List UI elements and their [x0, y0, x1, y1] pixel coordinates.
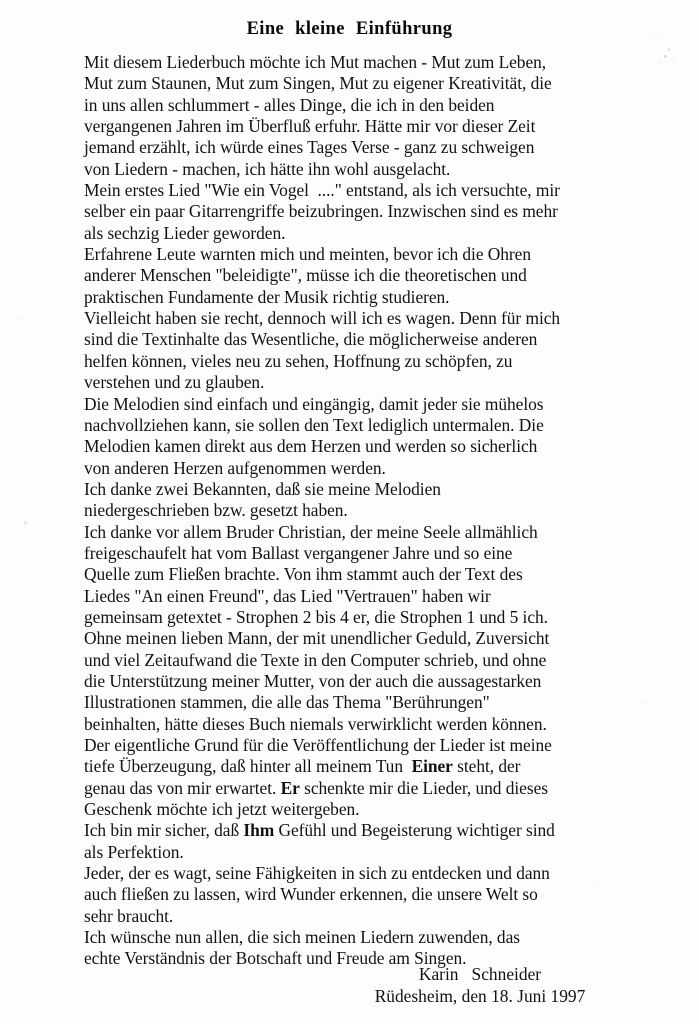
- scan-speck: [642, 700, 644, 702]
- text-line: [84, 244, 624, 265]
- scan-speck: [668, 48, 670, 51]
- text-line: [84, 906, 624, 927]
- text-line: [84, 522, 624, 543]
- text-run: Ich danke vor allem Bruder Christian, der meine Seele allmählich: [84, 521, 538, 542]
- text-run: Mut zum Staunen, Mut zum Singen, Mut zu eigener Kreativität, die: [84, 73, 552, 94]
- text-run: Mein erstes Lied "Wie ein Vogel ...." entstand, als ich versuchte, mir: [84, 180, 560, 201]
- text-run: selber ein paar Gitarrengriffe beizubringen. Inzwischen sind es mehr: [84, 201, 558, 222]
- signature-name: Karin Schneider: [418, 964, 542, 984]
- emphasis-text: Einer: [411, 756, 453, 777]
- text-line: [84, 650, 624, 671]
- text-line: [84, 372, 624, 393]
- text-run: Ich danke zwei Bekannten, daß sie meine Melodien: [84, 478, 441, 499]
- text-run: in uns allen schlummert - alles Dinge, die ich in den beiden: [84, 94, 495, 115]
- text-line: [84, 564, 624, 585]
- text-line: [84, 628, 624, 649]
- text-line: [84, 927, 624, 948]
- text-run: Melodien kamen direkt aus dem Herzen und werden so sicherlich: [84, 436, 538, 457]
- text-run: Liedes "An einen Freund", das Lied "Vertrauen" haben wir: [84, 585, 491, 606]
- text-line: [84, 180, 624, 201]
- text-run: vergangenen Jahren im Überfluß erfuhr. Hätte mir vor dieser Zeit: [84, 116, 536, 137]
- text-run: sind die Textinhalte das Wesentliche, die möglicherweise anderen: [84, 329, 538, 350]
- text-run: Ich bin mir sicher, daß: [84, 820, 244, 841]
- text-run: Gefühl und Begeisterung wichtiger sind: [274, 820, 555, 841]
- text-line: [84, 735, 624, 756]
- emphasis-text: Ihm: [243, 820, 275, 841]
- text-run: Die Melodien sind einfach und eingängig, damit jeder sie mühelos: [84, 393, 544, 414]
- text-run: verstehen und zu glauben.: [84, 372, 265, 393]
- text-line: [84, 543, 624, 564]
- text-run: als Perfektion.: [84, 841, 184, 862]
- text-run: schenkte mir die Lieder, und dieses: [299, 777, 548, 798]
- text-run: beinhalten, hätte dieses Buch niemals verwirklicht werden können.: [84, 713, 547, 734]
- text-run: genau das von mir erwartet.: [84, 777, 281, 798]
- text-line: [84, 223, 624, 244]
- text-run: die Unterstützung meiner Mutter, von der auch die aussagestarken: [84, 670, 542, 691]
- text-run: Vielleicht haben sie recht, dennoch will ich es wagen. Denn für mich: [84, 308, 561, 329]
- text-line: [84, 607, 624, 628]
- text-run: Mit diesem Liederbuch möchte ich Mut machen - Mut zum Leben,: [84, 52, 547, 72]
- text-run: von Liedern - machen, ich hätte ihn wohl ausgelacht.: [84, 158, 451, 179]
- text-line: [84, 799, 624, 820]
- text-run: auch fließen zu lassen, wird Wunder erkennen, die unsere Welt so: [84, 884, 538, 905]
- text-line: [84, 436, 624, 457]
- signature-block: [300, 963, 660, 1007]
- text-run: steht, der: [452, 756, 521, 777]
- text-run: niedergeschrieben bzw. gesetzt haben.: [84, 500, 348, 521]
- text-line: [84, 863, 624, 884]
- text-line: [84, 201, 624, 222]
- text-line: [84, 159, 624, 180]
- text-line: [84, 287, 624, 308]
- text-line: [84, 500, 624, 521]
- text-line: [84, 265, 624, 286]
- text-run: und viel Zeitaufwand die Texte in den Computer schrieb, und ohne: [84, 649, 547, 670]
- scan-speck: [673, 58, 675, 60]
- text-line: [84, 415, 624, 436]
- signature-place-date: Rüdesheim, den 18. Juni 1997: [374, 986, 586, 1006]
- text-run: gemeinsam getextet - Strophen 2 bis 4 er, die Strophen 1 und 5 ich.: [84, 606, 548, 627]
- text-run: von anderen Herzen aufgenommen werden.: [84, 457, 386, 478]
- emphasis-text: Er: [280, 777, 300, 798]
- text-run: helfen können, vieles neu zu sehen, Hoffnung zu schöpfen, zu: [84, 350, 513, 371]
- text-run: jemand erzählt, ich würde eines Tages Verse - ganz zu schweigen: [84, 137, 535, 158]
- text-line: [84, 778, 624, 799]
- text-line: [84, 714, 624, 735]
- text-line: [84, 329, 624, 350]
- text-line: [84, 458, 624, 479]
- document-body: [84, 52, 624, 970]
- text-run: praktischen Fundamente der Musik richtig studieren.: [84, 286, 450, 307]
- text-run: anderer Menschen "beleidigte", müsse ich die theoretischen und: [84, 265, 527, 286]
- text-line: [84, 116, 624, 137]
- text-run: Der eigentliche Grund für die Veröffentlichung der Lieder ist meine: [84, 735, 552, 755]
- text-run: sehr braucht.: [84, 905, 174, 926]
- text-line: [84, 95, 624, 116]
- text-run: Quelle zum Fließen brachte. Von ihm stammt auch der Text des: [84, 564, 523, 585]
- text-line: [84, 73, 624, 94]
- text-line: [84, 394, 624, 415]
- scan-speck: [664, 55, 667, 58]
- text-line: [84, 820, 624, 841]
- text-line: [84, 842, 624, 863]
- text-run: Erfahrene Leute warnten mich und meinten, bevor ich die Ohren: [84, 244, 531, 265]
- text-run: Geschenk möchte ich jetzt weitergeben.: [84, 799, 360, 820]
- text-line: [84, 52, 624, 73]
- text-line: [84, 884, 624, 905]
- text-run: Ohne meinen lieben Mann, der mit unendlicher Geduld, Zuversicht: [84, 628, 550, 649]
- text-run: Ich wünsche nun allen, die sich meinen Liedern zuwenden, das: [84, 927, 520, 948]
- text-line: [84, 479, 624, 500]
- text-run: nachvollziehen kann, sie sollen den Text lediglich untermalen. Die: [84, 414, 544, 435]
- text-run: freigeschaufelt hat vom Ballast vergangener Jahre und so eine: [84, 542, 513, 563]
- text-line: [84, 586, 624, 607]
- text-run: echte Verständnis der Botschaft und Freude am Singen.: [84, 948, 467, 969]
- text-line: [84, 137, 624, 158]
- scan-speck: [24, 521, 27, 525]
- text-run: als sechzig Lieder geworden.: [84, 222, 286, 243]
- scan-speck: [660, 62, 662, 64]
- page-title: Eine kleine Einführung: [246, 19, 453, 40]
- text-run: tiefe Überzeugung, daß hinter all meinem Tun: [84, 756, 412, 777]
- scan-speck: [20, 318, 22, 320]
- text-line: [84, 351, 624, 372]
- text-line: [84, 308, 624, 329]
- text-run: Illustrationen stammen, die alle das Thema "Berührungen": [84, 692, 490, 713]
- text-line: [84, 756, 624, 777]
- text-line: [84, 692, 624, 713]
- text-line: [84, 671, 624, 692]
- text-run: Jeder, der es wagt, seine Fähigkeiten in sich zu entdecken und dann: [84, 863, 550, 884]
